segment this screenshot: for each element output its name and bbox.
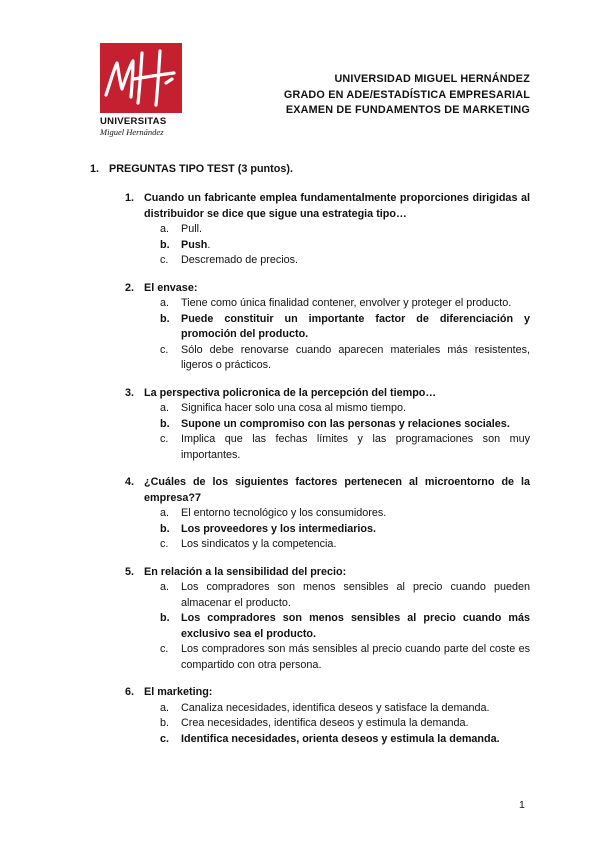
answer-option-c	[160, 343, 530, 374]
option-text	[181, 522, 530, 538]
option-text-suffix: .	[207, 238, 211, 251]
option-letter: c.	[160, 254, 169, 266]
option-text-main: Los sindicatos y la competencia.	[181, 538, 337, 550]
university-logo	[100, 43, 182, 137]
question-3	[125, 386, 530, 464]
option-text	[181, 417, 530, 433]
answer-option-a	[160, 401, 530, 417]
logo-mark	[100, 43, 182, 113]
question-number: 2.	[125, 281, 135, 294]
question-heading	[125, 685, 530, 701]
answer-option-b	[160, 238, 530, 254]
option-text-main: Crea necesidades, identifica deseos y estimula la demanda.	[181, 717, 469, 729]
mh-monogram-icon	[100, 43, 182, 113]
question-heading	[125, 191, 530, 222]
question-text: La perspectiva policronica de la percepción del tiempo…	[144, 386, 437, 399]
option-letter: b.	[160, 312, 170, 325]
option-text-main: Los compradores son más sensibles al precio cuando parte del coste es compartido con otra persona.	[181, 643, 530, 671]
question-heading	[125, 386, 530, 402]
option-text	[181, 238, 530, 254]
option-text	[181, 506, 530, 522]
answer-option-a	[160, 222, 530, 238]
logo-name: UNIVERSITAS	[100, 116, 167, 127]
question-5	[125, 565, 530, 674]
header-university: UNIVERSIDAD MIGUEL HERNÁNDEZ	[334, 73, 530, 85]
option-text-main: Los compradores son menos sensibles al precio cuando más exclusivo sea el producto.	[181, 612, 530, 640]
option-text-main: El entorno tecnológico y los consumidores.	[181, 507, 387, 519]
question-1	[125, 191, 530, 269]
logo-subname: Miguel Hernández	[100, 127, 164, 137]
answer-option-a	[160, 580, 530, 611]
option-letter: c.	[160, 643, 169, 655]
option-text	[181, 642, 530, 673]
section-title-text: PREGUNTAS TIPO TEST (3 puntos).	[109, 163, 293, 175]
option-text	[181, 312, 530, 343]
option-letter: c.	[160, 538, 169, 550]
question-text: ¿Cuáles de los siguientes factores pertenecen al microentorno de la empresa?7	[144, 476, 530, 504]
answer-option-c	[160, 253, 530, 269]
question-text: El envase:	[144, 281, 198, 294]
option-letter: b.	[160, 612, 170, 624]
option-letter: a.	[160, 701, 170, 714]
option-letter: a.	[160, 223, 170, 235]
question-heading	[125, 281, 530, 297]
option-text	[181, 432, 530, 463]
answer-option-b	[160, 312, 530, 343]
option-text	[181, 611, 530, 642]
header-degree: GRADO EN ADE/ESTADÍSTICA EMPRESARIAL	[283, 88, 530, 101]
option-letter: a.	[160, 507, 170, 519]
question-number: 4.	[125, 476, 135, 488]
answer-option-b	[160, 417, 530, 433]
page-number: 1	[519, 799, 525, 811]
option-letter: c.	[160, 343, 169, 356]
document-header	[284, 72, 530, 119]
option-text	[181, 343, 530, 374]
option-text	[181, 716, 530, 732]
option-text-main: Supone un compromiso con las personas y relaciones sociales.	[181, 417, 510, 430]
answer-option-c	[160, 537, 530, 553]
question-number: 5.	[125, 565, 135, 578]
question-text: Cuando un fabricante emplea fundamentalmente proporciones dirigidas al distribuidor se dice que sigue una estrategia tipo…	[144, 192, 530, 220]
option-letter: b.	[160, 717, 170, 729]
question-heading	[125, 565, 530, 581]
option-text-main: Implica que las fechas límites y las programaciones son muy importantes.	[181, 433, 530, 461]
option-letter: b.	[160, 417, 170, 430]
section-title	[90, 163, 293, 175]
question-number: 6.	[125, 686, 135, 698]
option-letter: b.	[160, 522, 170, 535]
option-text	[181, 222, 530, 238]
answer-option-a	[160, 701, 530, 717]
option-text-main: Pull.	[181, 223, 203, 235]
option-text	[181, 401, 530, 417]
answer-option-b	[160, 716, 530, 732]
question-text: En relación a la sensibilidad del precio:	[144, 565, 347, 578]
question-number: 1.	[125, 192, 135, 204]
option-text-main: Puede constituir un importante factor de diferenciación y promoción del producto.	[181, 312, 530, 340]
option-text-main: Tiene como única finalidad contener, envolver y proteger el producto.	[181, 297, 512, 309]
option-text-main: Los proveedores y los intermediarios.	[181, 522, 377, 535]
option-text	[181, 732, 530, 748]
question-6	[125, 685, 530, 747]
question-number: 3.	[125, 386, 135, 399]
option-text	[181, 296, 530, 312]
question-2	[125, 281, 530, 374]
option-text-main: Significa hacer solo una cosa al mismo tiempo.	[181, 402, 407, 414]
option-text-main: Los compradores son menos sensibles al precio cuando pueden almacenar el producto.	[181, 581, 530, 609]
option-text	[181, 537, 530, 553]
section-number: 1.	[90, 163, 100, 175]
question-text: El marketing:	[144, 686, 213, 698]
answer-option-c	[160, 642, 530, 673]
answer-option-c	[160, 432, 530, 463]
option-text	[181, 701, 530, 717]
option-text-main: Push	[181, 238, 208, 251]
option-text-main: Canaliza necesidades, identifica deseos y satisface la demanda.	[181, 701, 490, 714]
option-letter: a.	[160, 402, 170, 414]
answer-option-b	[160, 611, 530, 642]
question-4	[125, 475, 530, 553]
answer-option-a	[160, 296, 530, 312]
option-letter: a.	[160, 297, 170, 309]
answer-option-c	[160, 732, 530, 748]
option-letter: b.	[160, 238, 170, 251]
option-letter: c.	[160, 433, 169, 445]
option-letter: a.	[160, 581, 170, 593]
option-text	[181, 580, 530, 611]
header-exam: EXAMEN DE FUNDAMENTOS DE MARKETING	[285, 104, 530, 116]
answer-option-b	[160, 522, 530, 538]
option-text-main: Sólo debe renovarse cuando aparecen materiales más resistentes, ligeros o prácticos.	[181, 343, 530, 371]
option-text-main: Identifica necesidades, orienta deseos y estimula la demanda.	[181, 732, 500, 745]
question-list	[125, 191, 530, 759]
answer-option-a	[160, 506, 530, 522]
option-text-main: Descremado de precios.	[181, 254, 299, 266]
option-text	[181, 253, 530, 269]
option-letter: c.	[160, 732, 170, 745]
question-heading	[125, 475, 530, 506]
